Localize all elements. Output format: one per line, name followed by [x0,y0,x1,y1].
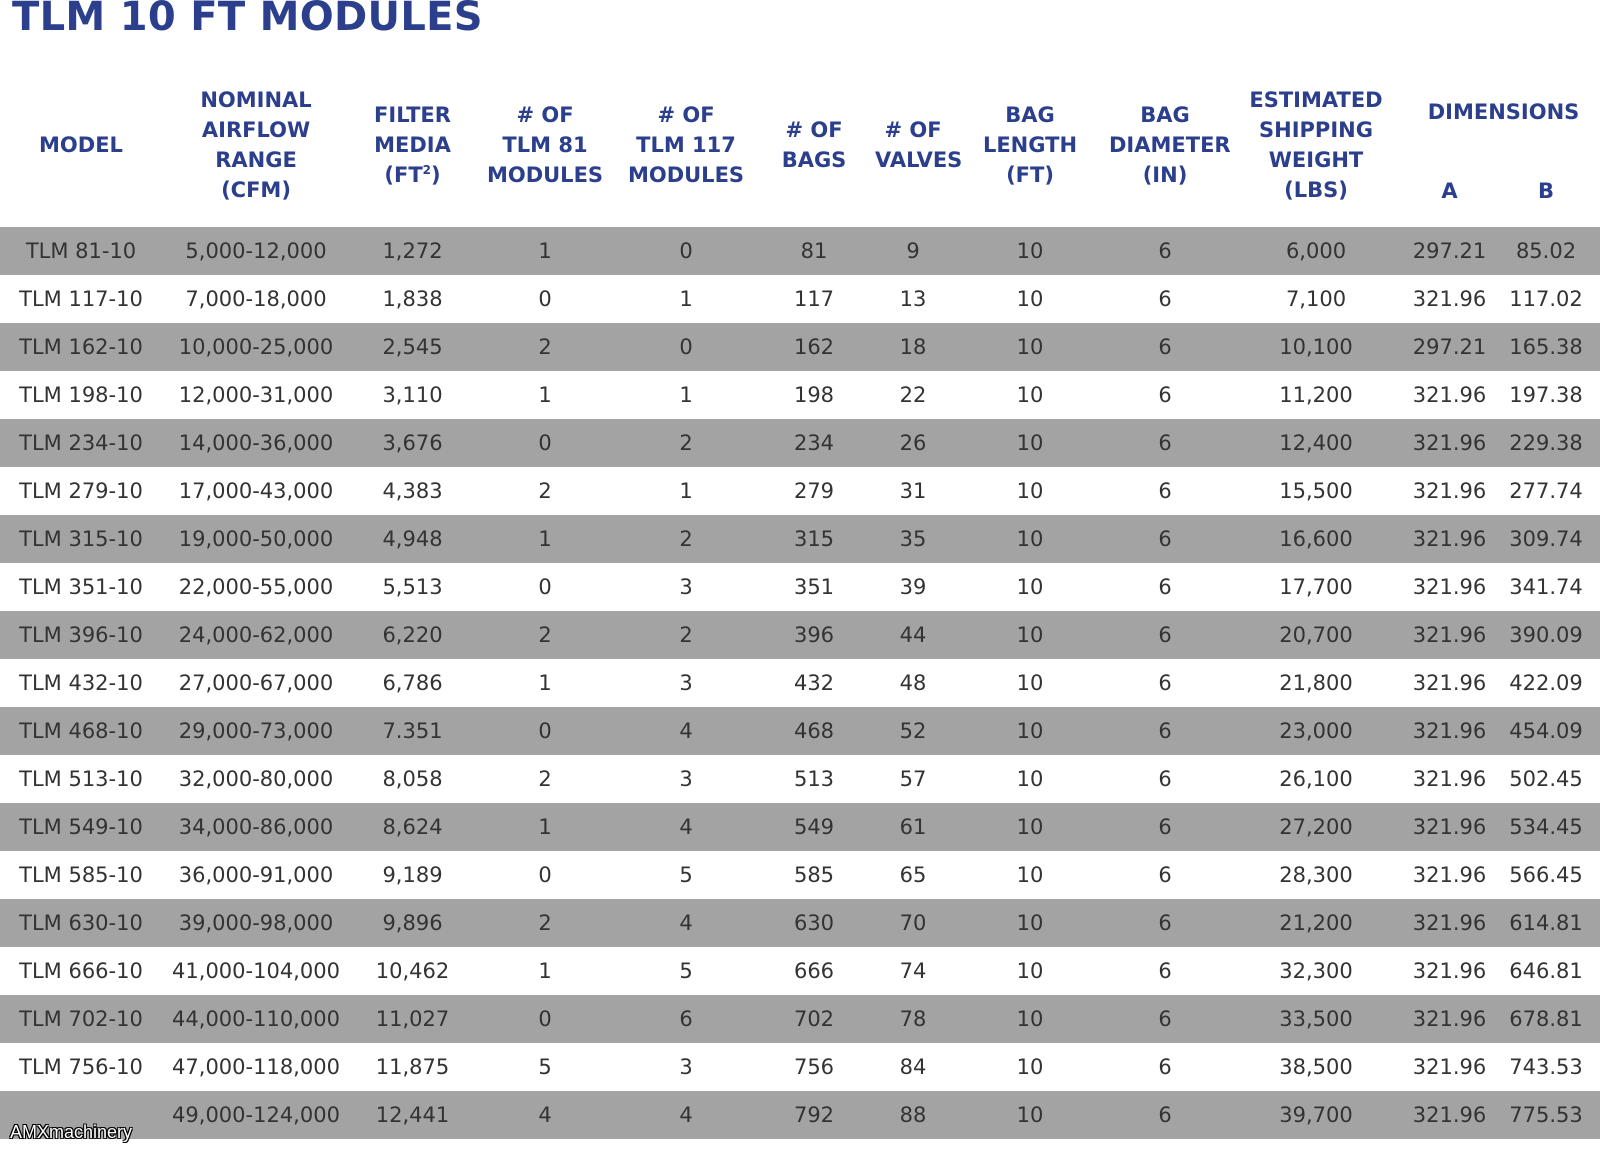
table-row [0,899,1600,947]
cell-bags: 549 [757,803,871,851]
cell-bags: 81 [757,227,871,275]
cell-dimension-b: 229.38 [1492,419,1600,467]
column-header-line: (FT) [1006,162,1054,187]
superscript-two: 2 [422,162,432,177]
table-row [0,611,1600,659]
cell-bag-diameter: 6 [1105,371,1225,419]
table-row [0,1091,1600,1139]
cell-dimension-a: 321.96 [1407,419,1492,467]
cell-dimension-a: 297.21 [1407,227,1492,275]
cell-valves: 52 [871,707,955,755]
cell-valves: 31 [871,467,955,515]
cell-filter-media: 10,462 [350,947,475,995]
cell-tlm117-modules: 3 [615,1043,757,1091]
table-row [0,755,1600,803]
cell-model: TLM 630-10 [0,899,162,947]
cell-dimension-a: 321.96 [1407,515,1492,563]
cell-filter-media: 9,896 [350,899,475,947]
cell-tlm81-modules: 4 [475,1091,615,1139]
table-row [0,419,1600,467]
cell-tlm117-modules: 2 [615,611,757,659]
column-header-line: MODULES [486,162,604,187]
cell-tlm117-modules: 3 [615,755,757,803]
cell-shipping-weight: 15,500 [1225,467,1407,515]
cell-bag-length: 10 [955,371,1105,419]
cell-tlm117-modules: 5 [615,947,757,995]
cell-bag-diameter: 6 [1105,803,1225,851]
cell-filter-media: 1,838 [350,275,475,323]
cell-dimension-b: 534.45 [1492,803,1600,851]
cell-model: TLM 513-10 [0,755,162,803]
cell-airflow: 47,000-118,000 [162,1043,350,1091]
cell-airflow: 22,000-55,000 [162,563,350,611]
cell-dimension-a: 321.96 [1407,659,1492,707]
cell-dimension-a: 321.96 [1407,851,1492,899]
cell-dimension-b: 566.45 [1492,851,1600,899]
cell-airflow: 34,000-86,000 [162,803,350,851]
cell-model: TLM 585-10 [0,851,162,899]
column-header-line: $(FT^2)$ [384,162,441,187]
cell-tlm81-modules: 0 [475,419,615,467]
cell-shipping-weight: 39,700 [1225,1091,1407,1139]
cell-bags: 315 [757,515,871,563]
cell-bag-diameter: 6 [1105,755,1225,803]
cell-tlm117-modules: 0 [615,323,757,371]
cell-dimension-a: 321.96 [1407,707,1492,755]
cell-bag-diameter: 6 [1105,275,1225,323]
cell-tlm81-modules: 0 [475,851,615,899]
cell-bag-length: 10 [955,419,1105,467]
column-header-dimensions: DIMENSIONS [1427,100,1580,124]
cell-bag-length: 10 [955,947,1105,995]
cell-bag-diameter: 6 [1105,515,1225,563]
cell-dimension-a: 321.96 [1407,275,1492,323]
column-header-bags [757,62,871,227]
column-header-line: (CFM) [221,177,291,202]
column-header-line: SHIPPING [1259,117,1373,142]
column-header-valves [871,62,963,227]
cell-model: TLM 351-10 [0,563,162,611]
cell-shipping-weight: 23,000 [1225,707,1407,755]
cell-tlm117-modules: 6 [615,995,757,1043]
cell-bags: 198 [757,371,871,419]
column-header-bag-length [955,62,1105,227]
cell-shipping-weight: 38,500 [1225,1043,1407,1091]
cell-tlm117-modules: 3 [615,659,757,707]
cell-shipping-weight: 21,800 [1225,659,1407,707]
cell-valves: 26 [871,419,955,467]
cell-dimension-a: 321.96 [1407,995,1492,1043]
cell-shipping-weight: 16,600 [1225,515,1407,563]
cell-bag-length: 10 [955,227,1105,275]
cell-valves: 48 [871,659,955,707]
table-row [0,467,1600,515]
cell-shipping-weight: 32,300 [1225,947,1407,995]
cell-bag-diameter: 6 [1105,467,1225,515]
cell-shipping-weight: 28,300 [1225,851,1407,899]
cell-dimension-b: 454.09 [1492,707,1600,755]
cell-bags: 432 [757,659,871,707]
column-header-weight [1225,62,1407,227]
cell-airflow: 10,000-25,000 [162,323,350,371]
cell-bags: 630 [757,899,871,947]
cell-tlm117-modules: 0 [615,227,757,275]
cell-dimension-a: 321.96 [1407,899,1492,947]
cell-bags: 702 [757,995,871,1043]
column-header-line: # OF [785,117,843,142]
cell-dimension-a: 321.96 [1407,947,1492,995]
cell-shipping-weight: 17,700 [1225,563,1407,611]
cell-airflow: 41,000-104,000 [162,947,350,995]
cell-bag-diameter: 6 [1105,707,1225,755]
cell-tlm117-modules: 2 [615,419,757,467]
cell-filter-media: 2,545 [350,323,475,371]
cell-bags: 792 [757,1091,871,1139]
dimension-b-header: B [1537,179,1554,203]
cell-dimension-a: 321.96 [1407,755,1492,803]
column-header-line: RANGE [215,147,297,172]
cell-valves: 88 [871,1091,955,1139]
cell-model: TLM 549-10 [0,803,162,851]
cell-dimension-b: 85.02 [1492,227,1600,275]
cell-valves: 74 [871,947,955,995]
cell-model: TLM 81-10 [0,227,162,275]
column-header-line: MEDIA [374,132,451,157]
column-header-media [350,62,475,227]
cell-tlm81-modules: 2 [475,899,615,947]
column-header-line: BAG [1140,102,1190,127]
cell-shipping-weight: 10,100 [1225,323,1407,371]
cell-dimension-b: 117.02 [1492,275,1600,323]
cell-tlm81-modules: 2 [475,467,615,515]
cell-bag-diameter: 6 [1105,323,1225,371]
cell-shipping-weight: 12,400 [1225,419,1407,467]
column-header-line: DIAMETER [1109,132,1231,157]
table-row [0,563,1600,611]
cell-bag-length: 10 [955,563,1105,611]
cell-tlm81-modules: 0 [475,275,615,323]
cell-dimension-b: 614.81 [1492,899,1600,947]
cell-shipping-weight: 6,000 [1225,227,1407,275]
cell-bags: 756 [757,1043,871,1091]
cell-model: TLM 666-10 [0,947,162,995]
cell-tlm117-modules: 1 [615,275,757,323]
cell-tlm117-modules: 5 [615,851,757,899]
cell-airflow: 24,000-62,000 [162,611,350,659]
cell-bag-diameter: 6 [1105,659,1225,707]
column-header-line: (LBS) [1284,177,1348,202]
cell-valves: 35 [871,515,955,563]
cell-filter-media: 9,189 [350,851,475,899]
table-row [0,1043,1600,1091]
cell-dimension-a: 321.96 [1407,467,1492,515]
column-header-line: TLM 81 [502,132,588,157]
cell-model: TLM 162-10 [0,323,162,371]
cell-tlm81-modules: 2 [475,755,615,803]
cell-dimension-b: 309.74 [1492,515,1600,563]
cell-model: TLM 468-10 [0,707,162,755]
cell-tlm117-modules: 1 [615,467,757,515]
cell-dimension-b: 341.74 [1492,563,1600,611]
cell-airflow: 7,000-18,000 [162,275,350,323]
cell-tlm117-modules: 1 [615,371,757,419]
column-header-airflow [162,62,350,227]
cell-model: TLM 432-10 [0,659,162,707]
cell-valves: 44 [871,611,955,659]
cell-shipping-weight: 7,100 [1225,275,1407,323]
cell-bag-length: 10 [955,851,1105,899]
cell-filter-media: 4,383 [350,467,475,515]
column-header-m117 [615,62,757,227]
cell-bag-length: 10 [955,275,1105,323]
column-header-line: MODULES [627,162,745,187]
cell-bag-length: 10 [955,1091,1105,1139]
cell-bags: 396 [757,611,871,659]
cell-bag-length: 10 [955,611,1105,659]
dimension-a-header: A [1441,179,1458,203]
column-header-line: BAG [1005,102,1055,127]
cell-dimension-a: 321.96 [1407,1043,1492,1091]
cell-airflow: 39,000-98,000 [162,899,350,947]
cell-filter-media: 1,272 [350,227,475,275]
cell-bag-length: 10 [955,659,1105,707]
cell-filter-media: 6,786 [350,659,475,707]
cell-dimension-b: 502.45 [1492,755,1600,803]
cell-airflow: 5,000-12,000 [162,227,350,275]
cell-valves: 70 [871,899,955,947]
cell-filter-media: 12,441 [350,1091,475,1139]
column-header-line: ESTIMATED [1249,87,1383,112]
cell-tlm81-modules: 5 [475,1043,615,1091]
cell-model: TLM 234-10 [0,419,162,467]
table-header [0,62,1600,227]
cell-valves: 57 [871,755,955,803]
cell-model: TLM 279-10 [0,467,162,515]
cell-filter-media: 11,027 [350,995,475,1043]
cell-dimension-a: 321.96 [1407,371,1492,419]
cell-filter-media: 4,948 [350,515,475,563]
cell-bag-diameter: 6 [1105,1091,1225,1139]
cell-shipping-weight: 20,700 [1225,611,1407,659]
cell-dimension-b: 165.38 [1492,323,1600,371]
table-row [0,995,1600,1043]
cell-model: TLM 198-10 [0,371,162,419]
cell-bag-length: 10 [955,323,1105,371]
cell-dimension-a: 321.96 [1407,563,1492,611]
column-header-line: # OF [884,117,942,142]
column-header-bag-diameter [1105,62,1231,227]
cell-airflow: 32,000-80,000 [162,755,350,803]
cell-bag-length: 10 [955,707,1105,755]
column-header-line: (IN) [1142,162,1188,187]
cell-airflow: 12,000-31,000 [162,371,350,419]
cell-valves: 65 [871,851,955,899]
cell-dimension-b: 743.53 [1492,1043,1600,1091]
cell-bag-diameter: 6 [1105,611,1225,659]
cell-bags: 666 [757,947,871,995]
cell-bag-diameter: 6 [1105,563,1225,611]
cell-filter-media: 6,220 [350,611,475,659]
cell-tlm81-modules: 1 [475,947,615,995]
cell-dimension-a: 297.21 [1407,323,1492,371]
cell-airflow: 44,000-110,000 [162,995,350,1043]
modules-table [0,62,1600,1139]
table-row [0,227,1600,275]
cell-shipping-weight: 33,500 [1225,995,1407,1043]
cell-filter-media: 8,058 [350,755,475,803]
cell-valves: 9 [871,227,955,275]
cell-bags: 585 [757,851,871,899]
table-row [0,947,1600,995]
cell-tlm81-modules: 0 [475,995,615,1043]
cell-shipping-weight: 26,100 [1225,755,1407,803]
cell-tlm81-modules: 1 [475,515,615,563]
cell-tlm81-modules: 2 [475,611,615,659]
cell-bag-length: 10 [955,995,1105,1043]
cell-valves: 61 [871,803,955,851]
column-header-m81 [475,62,615,227]
cell-dimension-a: 321.96 [1407,1091,1492,1139]
table-row [0,707,1600,755]
cell-valves: 22 [871,371,955,419]
cell-bag-diameter: 6 [1105,947,1225,995]
watermark-logo: AMXmachinery [10,1122,133,1142]
cell-model: TLM 396-10 [0,611,162,659]
table-row [0,371,1600,419]
cell-tlm81-modules: 1 [475,803,615,851]
cell-dimension-b: 646.81 [1492,947,1600,995]
column-header-line: AIRFLOW [201,117,311,142]
column-header-line: VALVES [875,147,963,172]
cell-airflow: 49,000-124,000 [162,1091,350,1139]
cell-tlm117-modules: 4 [615,707,757,755]
cell-tlm117-modules: 4 [615,1091,757,1139]
cell-airflow: 14,000-36,000 [162,419,350,467]
column-header-model [0,62,162,227]
cell-dimension-a: 321.96 [1407,611,1492,659]
cell-dimension-b: 775.53 [1492,1091,1600,1139]
cell-bag-diameter: 6 [1105,995,1225,1043]
column-header-line: # OF [657,102,715,127]
cell-model: TLM 756-10 [0,1043,162,1091]
header-row [0,62,1600,162]
cell-tlm81-modules: 0 [475,563,615,611]
cell-bag-length: 10 [955,899,1105,947]
cell-bags: 279 [757,467,871,515]
cell-valves: 18 [871,323,955,371]
cell-model: TLM 117-10 [0,275,162,323]
column-header-line: BAGS [781,147,847,172]
cell-tlm117-modules: 2 [615,515,757,563]
cell-dimension-b: 277.74 [1492,467,1600,515]
table-row [0,659,1600,707]
cell-valves: 84 [871,1043,955,1091]
cell-tlm81-modules: 1 [475,659,615,707]
column-header-line: NOMINAL [200,87,312,112]
cell-airflow: 17,000-43,000 [162,467,350,515]
cell-dimension-b: 197.38 [1492,371,1600,419]
cell-bags: 351 [757,563,871,611]
cell-model: TLM 315-10 [0,515,162,563]
table-row [0,323,1600,371]
column-header-line: FILTER [374,102,451,127]
cell-model: TLM 702-10 [0,995,162,1043]
cell-bag-diameter: 6 [1105,899,1225,947]
cell-airflow: 36,000-91,000 [162,851,350,899]
cell-dimension-b: 422.09 [1492,659,1600,707]
cell-bag-length: 10 [955,755,1105,803]
cell-bags: 162 [757,323,871,371]
cell-bag-diameter: 6 [1105,851,1225,899]
cell-filter-media: 8,624 [350,803,475,851]
table-body [0,227,1600,1139]
cell-airflow: 29,000-73,000 [162,707,350,755]
cell-bags: 513 [757,755,871,803]
cell-tlm117-modules: 3 [615,563,757,611]
cell-dimension-a: 321.96 [1407,803,1492,851]
cell-dimension-b: 678.81 [1492,995,1600,1043]
cell-filter-media: 11,875 [350,1043,475,1091]
cell-bag-length: 10 [955,1043,1105,1091]
cell-bag-diameter: 6 [1105,419,1225,467]
cell-bags: 117 [757,275,871,323]
cell-shipping-weight: 11,200 [1225,371,1407,419]
cell-filter-media: 3,110 [350,371,475,419]
cell-bag-length: 10 [955,515,1105,563]
column-header-line: WEIGHT [1268,147,1364,172]
cell-bags: 234 [757,419,871,467]
table-row [0,803,1600,851]
cell-shipping-weight: 27,200 [1225,803,1407,851]
column-header-line: TLM 117 [636,132,736,157]
table-row [0,275,1600,323]
page-title: TLM 10 FT MODULES [12,0,483,40]
cell-tlm81-modules: 2 [475,323,615,371]
cell-bag-diameter: 6 [1105,1043,1225,1091]
cell-shipping-weight: 21,200 [1225,899,1407,947]
cell-valves: 39 [871,563,955,611]
cell-airflow: 19,000-50,000 [162,515,350,563]
cell-tlm117-modules: 4 [615,803,757,851]
cell-bag-length: 10 [955,467,1105,515]
cell-filter-media: 5,513 [350,563,475,611]
table-row [0,515,1600,563]
column-header-line: # OF [516,102,574,127]
cell-filter-media: 7.351 [350,707,475,755]
cell-airflow: 27,000-67,000 [162,659,350,707]
cell-bag-diameter: 6 [1105,227,1225,275]
cell-dimension-b: 390.09 [1492,611,1600,659]
cell-tlm81-modules: 0 [475,707,615,755]
column-header-line: LENGTH [982,132,1078,157]
cell-tlm81-modules: 1 [475,227,615,275]
cell-filter-media: 3,676 [350,419,475,467]
cell-bag-length: 10 [955,803,1105,851]
cell-tlm117-modules: 4 [615,899,757,947]
table-row [0,851,1600,899]
cell-bags: 468 [757,707,871,755]
cell-tlm81-modules: 1 [475,371,615,419]
cell-valves: 13 [871,275,955,323]
cell-valves: 78 [871,995,955,1043]
column-header-line: MODEL [39,132,123,157]
